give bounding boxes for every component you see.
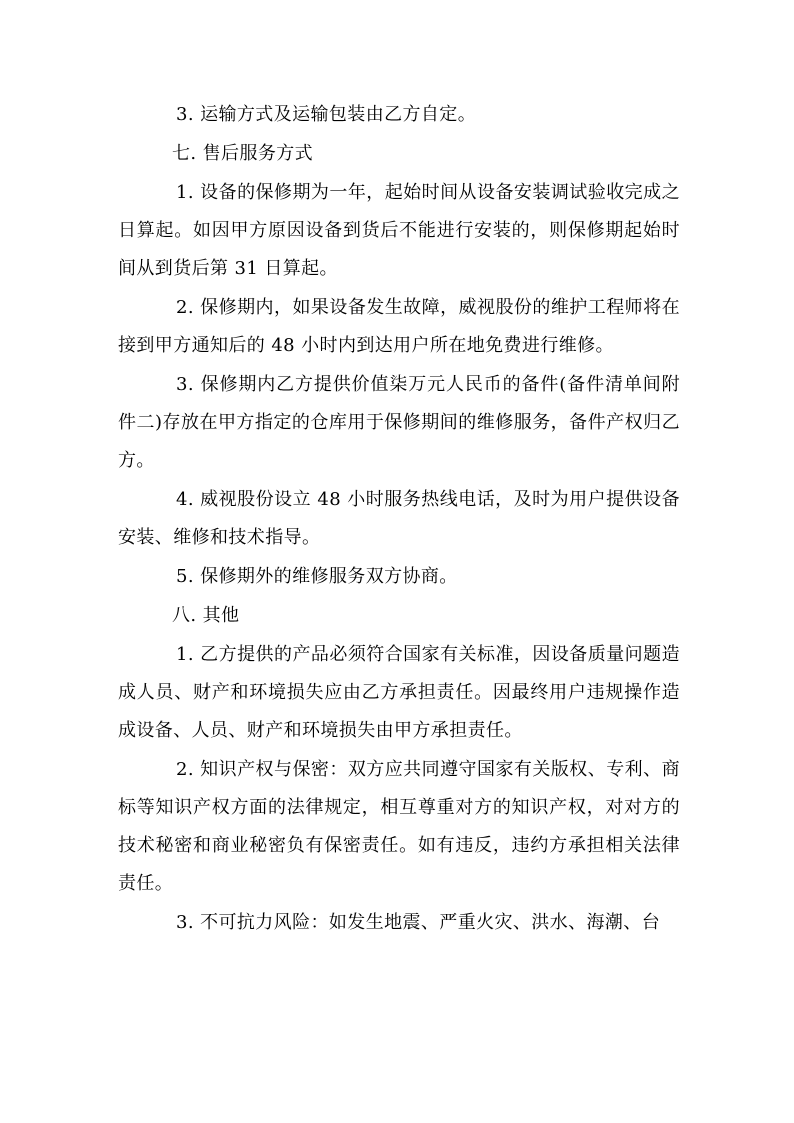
clause-out-of-warranty: 5. 保修期外的维修服务双方协商。	[176, 566, 458, 587]
document-page	[118, 96, 680, 942]
section-heading-other: 八. 其他	[172, 605, 240, 626]
clause-product-standards: 1. 乙方提供的产品必须符合国家有关标准，因设备质量问题造成人员、财产和环境损失应由乙方承担责任。因最终用户违规操作造成设备、人员、财产和环境损失由甲方承担责任。	[118, 644, 680, 741]
clause-repair-response: 2. 保修期内，如果设备发生故障，威视股份的维护工程师将在接到甲方通知后的 48 小时内到达用户所在地免费进行维修。	[118, 297, 680, 356]
clause-force-majeure: 3. 不可抗力风险：如发生地震、严重火灾、洪水、海潮、台	[176, 912, 661, 933]
section-heading-after-sales: 七. 售后服务方式	[172, 143, 314, 164]
clause-transport: 3. 运输方式及运输包装由乙方自定。	[176, 104, 477, 125]
clause-service-hotline: 4. 威视股份设立 48 小时服务热线电话，及时为用户提供设备安装、维修和技术指导。	[118, 489, 680, 548]
clause-warranty-period: 1. 设备的保修期为一年，起始时间从设备安装调试验收完成之日算起。如因甲方原因设备到货后不能进行安装的，则保修期起始时间从到货后第 31 日算起。	[118, 182, 680, 279]
clause-spare-parts: 3. 保修期内乙方提供价值柒万元人民币的备件(备件清单间附件二)存放在甲方指定的仓库用于保修期间的维修服务，备件产权归乙方。	[118, 374, 680, 471]
clause-intellectual-property: 2. 知识产权与保密：双方应共同遵守国家有关版权、专利、商标等知识产权方面的法律规定，相互尊重对方的知识产权，对对方的技术秘密和商业秘密负有保密责任。如有违反，违约方承担相关法律责任。	[118, 759, 680, 894]
